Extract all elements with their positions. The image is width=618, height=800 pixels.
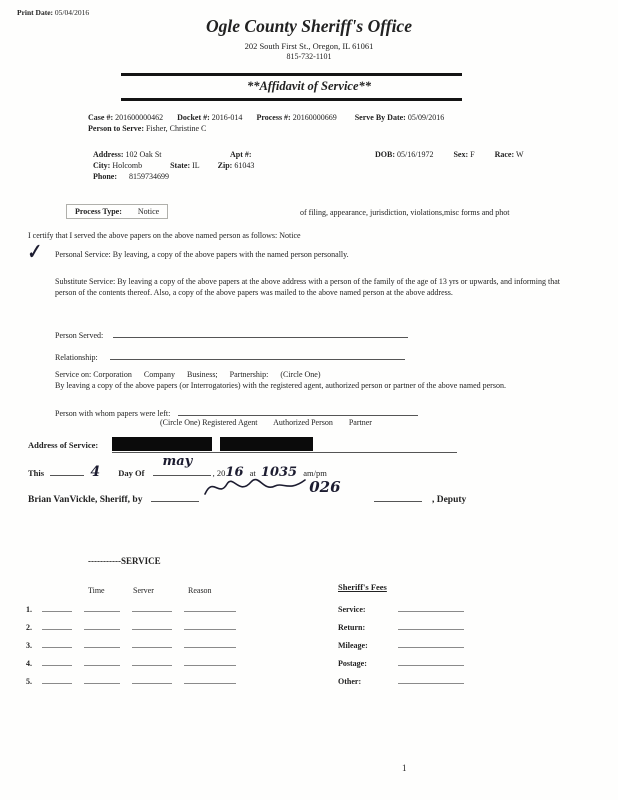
sex-label: Sex:	[453, 150, 469, 159]
blank-line	[184, 600, 236, 612]
fee-row	[338, 600, 464, 618]
deputy-label: , Deputy	[431, 495, 467, 505]
person-served-row	[55, 327, 408, 340]
row-number: 5.	[26, 677, 32, 686]
day-blank	[50, 465, 84, 476]
city-label: City:	[93, 161, 111, 170]
office-name: Ogle County Sheriff's Office	[206, 16, 412, 36]
service-attempt-table	[26, 600, 236, 690]
blank-line	[84, 654, 120, 666]
fee-row	[338, 636, 464, 654]
dob-value: 05/16/1972	[397, 150, 434, 159]
blank-line	[42, 654, 72, 666]
phone-value: 8159734699	[129, 172, 169, 181]
case-info-row	[88, 113, 444, 122]
relationship-row	[55, 349, 405, 362]
row-number: 3.	[26, 641, 32, 650]
city-value: Holcomb	[112, 161, 143, 170]
handwritten-badge-number: 026	[309, 478, 341, 496]
blank-line	[132, 618, 172, 630]
blank-line	[398, 600, 464, 612]
document-title: **Affidavit of Service**	[246, 79, 372, 93]
address-of-service-blank	[112, 438, 457, 453]
sheriff-label: Brian VanVickle, Sheriff, by	[28, 495, 143, 505]
blank-line	[84, 636, 120, 648]
ampm-label: am/pm	[303, 468, 327, 478]
person-served-label: Person Served:	[55, 331, 104, 340]
print-date-label: Print Date:	[17, 8, 54, 17]
address-row	[93, 150, 162, 159]
table-row	[26, 654, 236, 672]
blank-line	[42, 600, 72, 612]
corporate-service-text: By leaving a copy of the above papers (or Interrogatories) with the registered agent, authorized person or partner of the above named person.	[55, 381, 506, 390]
fee-label: Return:	[338, 623, 366, 632]
table-row	[26, 672, 236, 690]
fee-row	[338, 618, 464, 636]
blank-line	[132, 654, 172, 666]
col-header-server: Server	[133, 586, 154, 595]
circle-one-line: (Circle One) Registered Agent Authorized Person Partner	[160, 418, 372, 427]
race-label: Race:	[494, 150, 515, 159]
blank-line	[42, 672, 72, 684]
service-section-title: -----------SERVICE	[88, 556, 161, 566]
blank-line	[398, 672, 464, 684]
row-number: 1.	[26, 605, 32, 614]
relationship-blank	[110, 349, 405, 360]
service-on-line: Service on: Corporation Company Business; Partnership: (Circle One)	[55, 370, 321, 379]
handwritten-month: may	[162, 454, 193, 469]
sheriffs-fees-title: Sheriff's Fees	[338, 582, 387, 592]
papers-left-row	[55, 405, 418, 418]
blank-line	[84, 600, 120, 612]
person-to-serve-value: Fisher, Christine C	[145, 124, 207, 133]
relationship-label: Relationship:	[55, 353, 98, 362]
blank-line	[42, 636, 72, 648]
day-of-label: Day Of	[118, 468, 145, 478]
blank-line	[184, 636, 236, 648]
fee-row	[338, 672, 464, 690]
blank-line	[132, 672, 172, 684]
blank-line	[184, 654, 236, 666]
person-served-blank	[113, 327, 408, 338]
certify-line: I certify that I served the above papers on the above named person as follows: Notice	[28, 231, 301, 240]
rule-top	[121, 73, 462, 76]
year-prefix: , 20	[212, 468, 226, 478]
office-street: 202 South First St., Oregon, IL 61061	[244, 41, 374, 51]
process-type-description: of filing, appearance, jurisdiction, violations,misc forms and phot	[300, 208, 510, 217]
office-phone: 815-732-1101	[286, 52, 332, 61]
docket-label: Docket #:	[177, 113, 210, 122]
state-label: State:	[170, 161, 191, 170]
page-number: 1	[402, 763, 407, 773]
blank-line	[84, 618, 120, 630]
blank-line	[184, 672, 236, 684]
process-number-label: Process #:	[256, 113, 291, 122]
race-value: W	[515, 150, 524, 159]
personal-service-checkmark: ✓	[23, 240, 44, 265]
docket-value: 2016-014	[211, 113, 243, 122]
papers-left-blank	[178, 405, 418, 416]
blank-line	[42, 618, 72, 630]
substitute-service-text: Substitute Service: By leaving a copy of the above papers at the above address with a person of the family of the age of 13 yrs or upwards, and informing that person of the contents thereof. Also, a copy of the above papers was mailed to the above named person at the above address.	[55, 277, 560, 298]
case-number-label: Case #:	[88, 113, 114, 122]
zip-value: 61043	[234, 161, 255, 170]
handwritten-day: 4	[90, 464, 101, 480]
person-to-serve-label: Person to Serve:	[88, 124, 144, 133]
phone-label: Phone:	[93, 172, 117, 181]
table-row	[26, 600, 236, 618]
blank-line	[398, 618, 464, 630]
signature-area	[201, 478, 371, 502]
handwritten-time: 1035	[260, 465, 298, 480]
signature-blank-left	[151, 491, 199, 502]
address-value: 102 Oak St	[125, 150, 162, 159]
apt-label: Apt #:	[230, 150, 252, 159]
process-type-value: Notice	[137, 207, 160, 216]
sex-value: F	[470, 150, 475, 159]
blank-line	[132, 600, 172, 612]
dob-label: DOB:	[375, 150, 395, 159]
fee-row	[338, 654, 464, 672]
fees-table	[338, 600, 464, 690]
blank-line	[398, 636, 464, 648]
fee-label: Postage:	[338, 659, 367, 668]
fee-label: Service:	[338, 605, 366, 614]
serve-by-value: 05/09/2016	[407, 113, 445, 122]
at-label: at	[249, 468, 256, 478]
process-type-label: Process Type:	[75, 207, 122, 216]
state-value: IL	[192, 161, 200, 170]
row-number: 4.	[26, 659, 32, 668]
blank-line	[84, 672, 120, 684]
process-type-box	[66, 204, 168, 219]
rule-bottom	[121, 98, 462, 101]
deputy-signature-scrawl	[201, 472, 311, 500]
person-to-serve-row	[88, 124, 206, 133]
fee-label: Mileage:	[338, 641, 368, 650]
papers-left-label: Person with whom papers were left:	[55, 409, 171, 418]
row-number: 2.	[26, 623, 32, 632]
fee-label: Other:	[338, 677, 362, 686]
city-row	[93, 161, 254, 170]
serve-by-label: Serve By Date:	[354, 113, 406, 122]
handwritten-year: 16	[225, 465, 244, 480]
process-number-value: 20160000669	[292, 113, 337, 122]
personal-service-text: Personal Service: By leaving, a copy of the above papers with the named person personally.	[55, 250, 349, 259]
this-label: This	[28, 468, 45, 478]
print-date-value: 05/04/2016	[54, 8, 90, 17]
zip-label: Zip:	[217, 161, 233, 170]
address-label: Address:	[93, 150, 124, 159]
blank-line	[184, 618, 236, 630]
case-number-value: 201600000462	[115, 113, 164, 122]
dob-sex-race-row	[375, 150, 524, 159]
address-of-service-label: Address of Service:	[28, 440, 99, 450]
col-header-time: Time	[88, 586, 105, 595]
phone-row	[93, 172, 169, 181]
table-row	[26, 636, 236, 654]
table-row	[26, 618, 236, 636]
col-header-reason: Reason	[188, 586, 212, 595]
blank-line	[132, 636, 172, 648]
sheriff-signature-line	[28, 478, 467, 505]
signature-blank-right	[374, 491, 422, 502]
blank-line	[398, 654, 464, 666]
